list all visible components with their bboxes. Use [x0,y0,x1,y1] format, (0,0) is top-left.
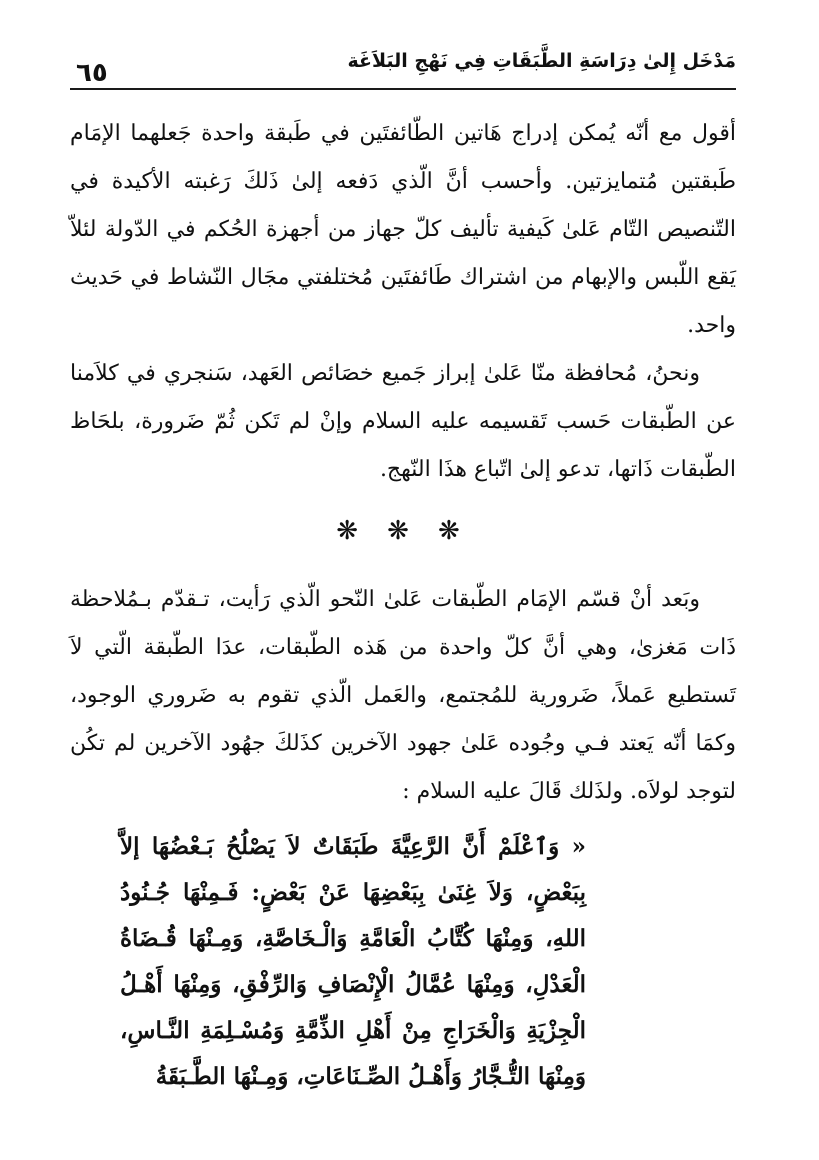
paragraph-3: وبَعد أنْ قسّم الإمَام الطّبقات عَلىٰ النّحو الّذي رَأيت، تـقدّم بـمُلاحظة ذَات مَغزىٰ، وهي أنَّ كلّ واحدة من هَذه الطّبقات، عدَا الطّبقة الّتي لاَ تَستطيع عَملاً، ضَرورية للمُجتمع، والعَمل الّذي تقوم به ضَروري الوجود، وكمَا أنّه يَعتد فـي وجُوده عَلىٰ جهود الآخرين كذَلكَ جهُود الآخرين لم تكُن لتوجد لولاَه. ولذَلك قَالَ عليه السلام : [70,587,736,804]
quoted-passage: « وَٱعْلَمْ أَنَّ الرَّعِيَّةَ طَبَقَاتٌ لاَ يَصْلُحُ بَـعْضُهَا إلاَّ بِبَعْضٍ، وَلاَ غِنَىٰ بِبَعْضِهَا عَنْ بَعْضٍ: فَـمِنْهَا جُـنُودُ اللهِ، وَمِنْهَا كُتَّابُ الْعَامَّةِ وَالْـخَاصَّةِ، وَمِـنْهَا قُـضَاةُ الْعَدْلِ، وَمِنْهَا عُمَّالُ الْإِنْصَافِ وَالرِّفْقِ، وَمِنْهَا أَهْـلُ الْجِزْيَةِ وَالْخَرَاجِ مِنْ أَهْلِ الذِّمَّةِ وَمُسْـلِمَةِ النَّـاسِ، وَمِنْهَا التُّـجَّارُ وَأَهْـلُ الصِّـنَاعَاتِ، وَمِـنْهَا الطَّـبَقَةُ [120,833,586,1090]
page-number: ٦٥ [76,58,108,88]
running-title: مَدْخَل إِلىٰ دِرَاسَةِ الطَّبَقَاتِ فِي نَهْجِ البَلاَغَة [347,50,736,72]
page-header [70,44,736,90]
paragraph-1: أقول مع أنّه يُمكن إدراج هَاتين الطّائفتَين في طَبقة واحدة جَعلهما الإمَام طَبقتين مُتمايزتين. وأحسب أنَّ الّذي دَفعه إلىٰ ذَلكَ رَغبته الأكيدة في التّنصيص التّام عَلىٰ كَيفية تأليف كلّ جهاز من أجهزة الحُكم في الدّولة لئلاّ يَقع اللّبس والإبهام من اشتراك طَائفتَين مُختلفتي مجَال النّشاط في حَديث واحد. [70,121,736,338]
paragraph-2: ونحنُ، مُحافظة منّا عَلىٰ إبراز جَميع خصَائص العَهد، سَنجري في كلاَمنا عن الطّبقات حَسب تَقسيمه عليه السلام وإنْ لم تَكن ثُمّ ضَرورة، بلحَاظ الطّبقات ذَاتها، تدعو إلىٰ اتّباع هذَا النّهج. [70,361,736,482]
section-separator: ❋ ❋ ❋ [336,516,470,546]
page-body [70,110,736,1100]
